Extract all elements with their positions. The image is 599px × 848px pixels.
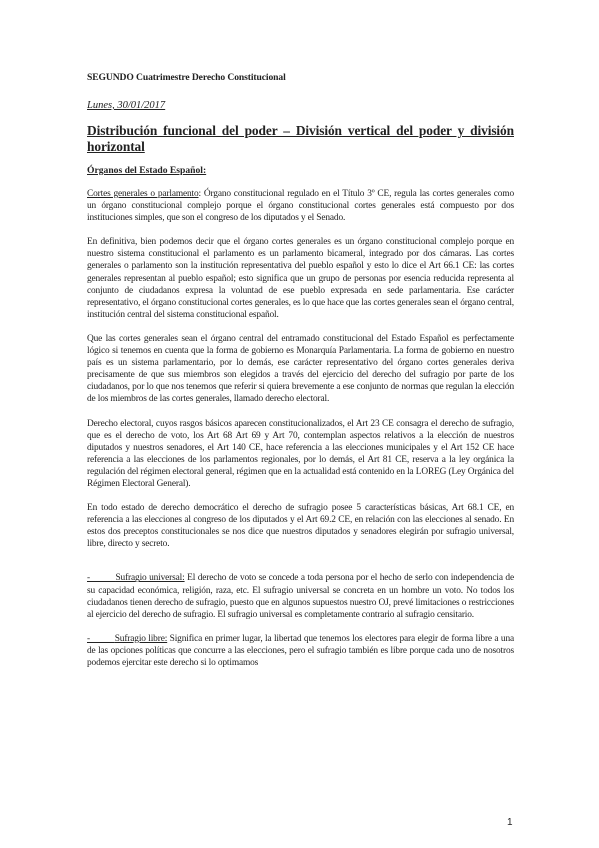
list-item-text: El derecho de voto se concede a toda persona por el hecho de serlo con independencia de su capacidad económica, religión, raza, etc. El sufragio universal se concreta en un hombre un voto. No todos los ciudadanos tienen derecho de sufragio, puesto que en algunos supuestos nuestro OJ, prevé limitaciones o restricciones al ejercicio del derecho de sufragio. El sufragio universal es completamente contrario al sufragio censitario. [87,573,514,620]
paragraph-caracteristicas: En todo estado de derecho democrático el derecho de sufragio posee 5 características básicas, Art 68.1 CE, en referencia a las elecciones al congreso de los diputados y el Art 69.2 CE, en relación con las elecciones al senado. En estos dos preceptos constitucionales se nos dice que nuestros diputados y senadores elegirán por sufragio universal, libre, directo y secreto. [87,503,514,550]
list-dash: - [87,573,90,584]
paragraph-organo-central: Que las cortes generales sean el órgano central del entramado constitucional del Estado Español es perfectamente lógico si tenemos en cuenta que la forma de gobierno es Monarquía Parlamentaria. La forma de gobierno en nuestro país es un sistema parlamentario, por lo demás, ese carácter representativo del órgano cortes generales deriva precisamente de que sus miembros son elegidos a través del ejercicio del derecho del sufragio por parte de los ciudadanos, por lo que nos tenemos que referir si quiera brevemente a ese conjunto de normas que regulan la elección de los miembros de las cortes generales, llamado derecho electoral. [87,333,514,405]
page-title: Distribución funcional del poder – División vertical del poder y división horizontal [87,123,514,154]
term-sufragio-universal: Sufragio universal: [115,573,185,584]
paragraph-definitiva: En definitiva, bien podemos decir que el órgano cortes generales es un órgano constitucional complejo porque en nuestro sistema constitucional el parlamento es un parlamento bicameral, integrado por dos cámaras. Las cortes generales o parlamento son la institución representativa del pueblo español y esto lo dice el Art 66.1 CE: las cortes generales representan al pueblo español; esto significa que un grupo de personas por esencia reducida representa al conjunto de ciudadanos expresa la voluntad de ese pueblo expresada en sede parlamentaria. Ese carácter representativo, el órgano constitucional cortes generales, es lo que hace que las cortes generales sean el órgano central, institución central del sistema constitucional español. [87,237,515,320]
page-number: 1 [507,817,513,828]
course-header: SEGUNDO Cuatrimestre Derecho Constitucional [87,72,286,83]
lecture-date: Lunes, 30/01/2017 [87,100,166,111]
list-dash: - [87,633,90,644]
term-cortes-generales: Cortes generales o parlamento [87,189,199,199]
paragraph-text: : Órgano constitucional regulado en el Título 3º CE, regula las cortes generales como un órgano constitucional complejo porque el órgano constitucional cortes generales está compuesto por dos instituciones simples, que son el congreso de los diputados y el Senado. [87,189,514,224]
section-subtitle: Órganos del Estado Español: [87,165,207,176]
list-item-sufragio-libre [87,633,514,669]
list-item-sufragio-universal [87,572,514,620]
page-content [87,72,514,681]
list-item-text: Significa en primer lugar, la libertad que tenemos los electores para elegir de forma libre a una de las opciones políticas que concurre a las elecciones, pero el sufragio también es libre porque cada uno de nosotros podemos ejercitar este derecho si lo optimamos [87,633,514,668]
paragraph-derecho-electoral: Derecho electoral, cuyos rasgos básicos aparecen constitucionalizados, el Art 23 CE consagra el derecho de sufragio, que es el derecho de voto, los Art 68 Art 69 y Art 70, contemplan aspectos relativos a la elección de nuestros diputados y nuestros senadores, el Art 140 CE, hace referencia a las elecciones municipales y el Art 152 CE hace referencia a las elecciones de los parlamentos regionales, por lo demás, el Art 81 CE, reserva a la ley orgánica la regulación del régimen electoral general, régimen que en la actualidad está contenido en la LOREG (Ley Orgánica del Régimen Electoral General). [87,418,514,489]
paragraph-cortes-generales [87,188,514,224]
term-sufragio-libre: Sufragio libre: [114,633,168,644]
